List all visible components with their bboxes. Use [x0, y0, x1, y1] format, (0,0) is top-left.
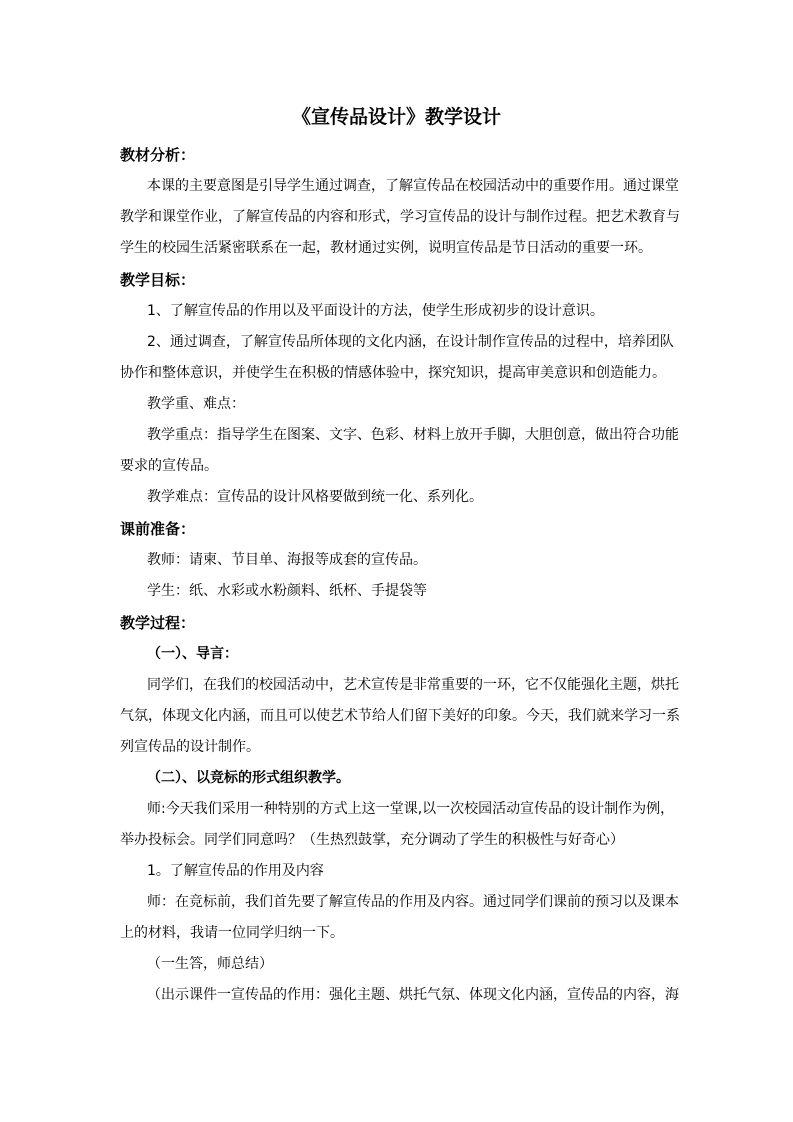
- paragraph-line: 要求的宣传品。: [120, 458, 218, 474]
- paragraph-line: 同学们，在我们的校园活动中，艺术宣传是非常重要的一环，它不仅能强化主题，烘托: [147, 677, 679, 693]
- paragraph-line: 2、通过调查，了解宣传品所体现的文化内涵，在设计制作宣传品的过程中，培养团队: [147, 334, 674, 350]
- paragraph-line: 学生：纸、水彩或水粉颜料、纸杯、手提袋等: [147, 583, 427, 599]
- document-title: 《宣传品设计》教学设计: [291, 106, 501, 128]
- paragraph-line: 师：在竞标前，我们首先要了解宣传品的作用及内容。通过同学们课前的预习以及课本: [147, 894, 679, 910]
- subheading-bidding: （二）、以竞标的形式组织教学。: [147, 770, 350, 786]
- section-heading-process: 教学过程：: [120, 614, 196, 632]
- paragraph-line: 教学和课堂作业，了解宣传品的内容和形式，学习宣传品的设计与制作过程。把艺术教育与: [120, 209, 680, 225]
- section-heading-prep: 课前准备：: [120, 520, 196, 538]
- subheading-intro: （一）、导言：: [147, 646, 238, 662]
- paragraph-line: 师:今天我们采用一种特别的方式上这一堂课,以一次校园活动宣传品的设计制作为例，: [147, 801, 675, 817]
- paragraph-line: 教学重、难点：: [147, 396, 245, 412]
- paragraph-line: 协作和整体意识，并使学生在积极的情感体验中，探究知识，提高审美意识和创造能力。: [120, 365, 666, 381]
- section-heading-analysis: 教材分析：: [120, 146, 196, 164]
- paragraph-line: 上的材料，我请一位同学归纳一下。: [120, 925, 344, 941]
- paragraph-line: 本课的主要意图是引导学生通过调查，了解宣传品在校园活动中的重要作用。通过课堂: [147, 178, 679, 194]
- paragraph-line: 学生的校园生活紧密联系在一起，教材通过实例，说明宣传品是节日活动的重要一环。: [120, 240, 652, 256]
- paragraph-line: 教学难点：宣传品的设计风格要做到统一化、系列化。: [147, 489, 483, 505]
- paragraph-line: （出示课件一宣传品的作用：强化主题、烘托气氛、体现文化内涵，宣传品的内容，海: [147, 987, 679, 1003]
- paragraph-line: 气氛，体现文化内涵，而且可以使艺术节给人们留下美好的印象。今天，我们就来学习一系: [120, 708, 680, 724]
- paragraph-line: 举办投标会。同学们同意吗？（生热烈鼓掌，充分调动了学生的积极性与好奇心）: [120, 832, 624, 848]
- paragraph-line: 教师：请柬、节目单、海报等成套的宣传品。: [147, 552, 427, 568]
- paragraph-line: 1。了解宣传品的作用及内容: [147, 863, 324, 879]
- paragraph-line: 1、了解宣传品的作用以及平面设计的方法，使学生形成初步的设计意识。: [147, 303, 604, 319]
- paragraph-line: 列宣传品的设计制作。: [120, 739, 260, 755]
- paragraph-line: （一生答，师总结）: [147, 956, 273, 972]
- paragraph-line: 教学重点：指导学生在图案、文字、色彩、材料上放开手脚，大胆创意，做出符合功能: [147, 427, 679, 443]
- section-heading-goals: 教学目标：: [120, 271, 196, 289]
